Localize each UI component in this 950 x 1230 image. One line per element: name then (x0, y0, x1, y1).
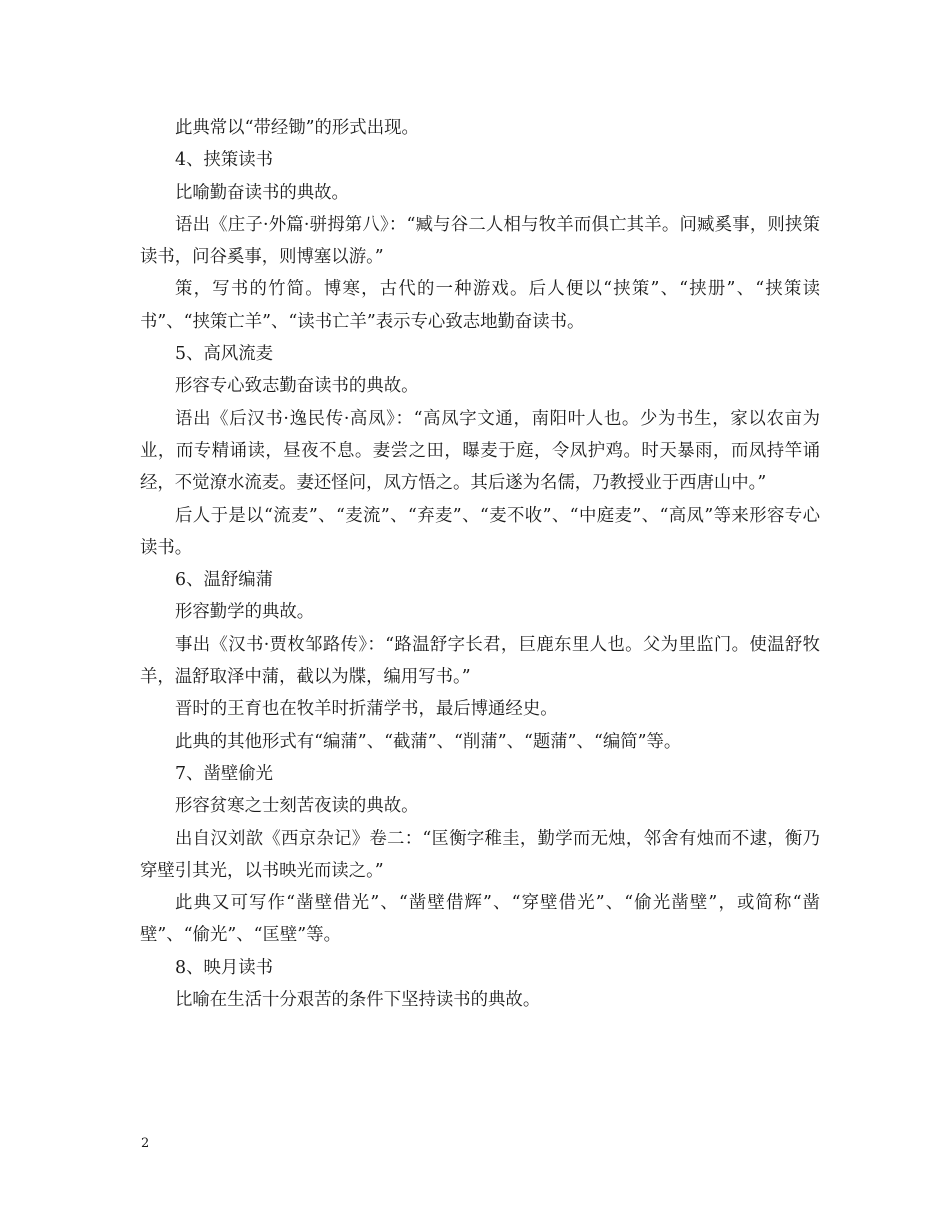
paragraph: 后人于是以“流麦”、“麦流”、“弃麦”、“麦不收”、“中庭麦”、“高凤”等来形容专心读书。 (140, 505, 820, 558)
paragraph: 此典又可写作“凿壁借光”、“凿壁借辉”、“穿壁借光”、“偷光凿壁”，或简称“凿壁”、“偷光”、“匡壁”等。 (140, 893, 820, 946)
document-body (140, 112, 820, 1016)
paragraph: 比喻勤奋读书的典故。 (175, 182, 349, 203)
paragraph: 事出《汉书·贾枚邹路传》：“路温舒字长君，巨鹿东里人也。父为里监门。使温舒牧羊，温舒取泽中蒲，截以为牒，编用写书。” (140, 634, 820, 688)
paragraph: 形容专心致志勤奋读书的典故。 (175, 376, 419, 397)
paragraph: 形容贫寒之士刻苦夜读的典故。 (175, 796, 419, 817)
paragraph: 语出《庄子·外篇·骈拇第八》：“臧与谷二人相与牧羊而俱亡其羊。问臧奚事，则挟策读书，问谷奚事，则博塞以游。” (140, 214, 820, 268)
section-heading: 8、映月读书 (175, 957, 274, 978)
paragraph: 形容勤学的典故。 (175, 602, 315, 623)
paragraph: 出自汉刘歆《西京杂记》卷二：“匡衡字稚圭，勤学而无烛，邻舍有烛而不逮，衡乃穿壁引其光，以书映光而读之。” (140, 828, 820, 881)
paragraph: 此典的其他形式有“编蒲”、“截蒲”、“削蒲”、“题蒲”、“编简”等。 (175, 731, 682, 752)
paragraph: 策，写书的竹简。博寒，古代的一种游戏。后人便以“挟策”、“挟册”、“挟策读书”、“挟策亡羊”、“读书亡羊”表示专心致志地勤奋读书。 (140, 279, 820, 332)
paragraph: 此典常以“带经锄”的形式出现。 (175, 118, 419, 138)
paragraph: 比喻在生活十分艰苦的条件下坚持读书的典故。 (175, 990, 541, 1011)
section-heading: 4、挟策读书 (175, 150, 274, 171)
paragraph: 晋时的王育也在牧羊时折蒲学书，最后博通经史。 (175, 699, 558, 720)
section-heading: 6、温舒编蒲 (175, 570, 274, 591)
section-heading: 5、高风流麦 (175, 344, 274, 365)
page-number: 2 (141, 1136, 150, 1151)
section-heading: 7、凿壁偷光 (175, 763, 274, 784)
paragraph: 语出《后汉书·逸民传·高凤》：“高凤字文通，南阳叶人也。少为书生，家以农亩为业，而专精诵读，昼夜不息。妻尝之田，曝麦于庭，令凤护鸡。时天暴雨，而凤持竿诵经，不觉潦水流麦。妻还怪问，凤方悟之。其后遂为名儒，乃教授业于西唐山中。” (140, 408, 820, 494)
